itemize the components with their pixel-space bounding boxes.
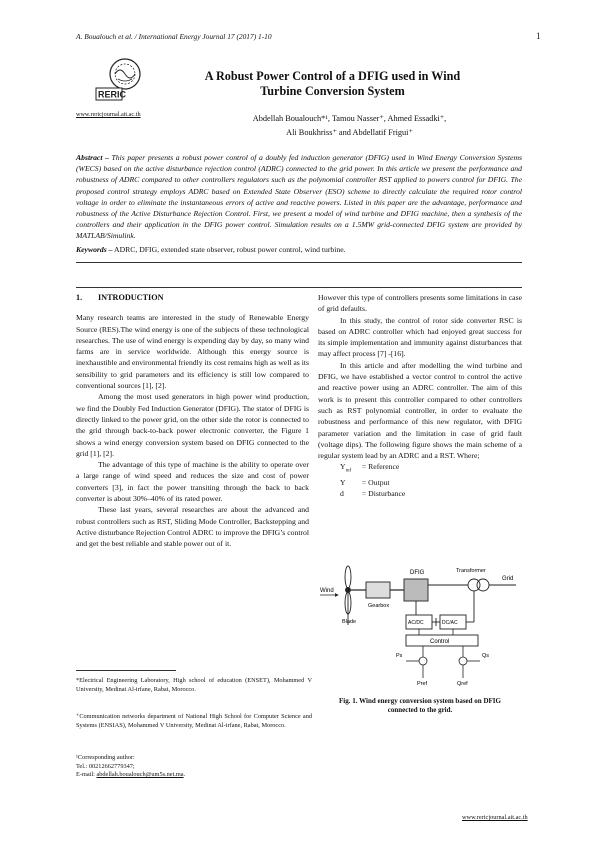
gearbox-block bbox=[366, 582, 390, 598]
grid-label: Grid bbox=[502, 576, 514, 582]
keywords-label: Keywords – bbox=[76, 245, 113, 254]
footnote-affiliation-1: *Electrical Engineering Laboratory, High school of education (ENSET), Mohammed V University, Medinat Al-irfane, Rabat, Morocco. bbox=[76, 677, 312, 693]
pref-label: Pref bbox=[417, 681, 428, 687]
dc-ac-label: DC/AC bbox=[442, 620, 458, 626]
definition-meaning: = Reference bbox=[361, 462, 400, 472]
corresponding-email-link[interactable]: abdellah.boualouch@um5s.net.ma bbox=[96, 771, 184, 779]
gearbox-label: Gearbox bbox=[368, 603, 390, 609]
abstract bbox=[76, 152, 522, 242]
definition-item bbox=[340, 477, 522, 488]
paragraph: Many research teams are interested in the study of Renewable Energy Source (RES).The wind energy is one of the subjects of these technological researches. The use of wind energy is expending day by day, so many wind farms are in service worldwide. Although this energy source is inexhaustible and environmental friendly its cost remains high as well as its sensibility to grid parameters and its efficiency is still low compared to conventional sources [1], [2]. bbox=[76, 313, 309, 391]
corresponding-author: ¹Corresponding author: Tel.: 00212662779347; E-mail: abdellah.boualouch@um5s.net.ma. bbox=[76, 754, 312, 780]
corresponding-label: ¹Corresponding author: bbox=[76, 754, 135, 761]
author-list bbox=[212, 112, 487, 139]
blade-label: Blade bbox=[342, 619, 357, 625]
wind-turbine bbox=[345, 566, 351, 625]
keywords bbox=[76, 244, 522, 255]
logo-text: RERIC bbox=[98, 89, 127, 100]
ac-dc-label: AC/DC bbox=[408, 620, 424, 626]
paragraph: Among the most used generators in high power wind production, we find the Doubly Fed Induction Generator (DFIG). The stator of DFIG is directly linked to the power grid, on the other side the rotor is connected to the grid through back-to-back power electronic converter, the Figure 1 shows a wind energy conversion system based on DFIG connected to the grid [1], [2]. bbox=[76, 392, 309, 458]
section-heading bbox=[76, 292, 309, 303]
symbol-definitions bbox=[340, 461, 522, 499]
paragraph: However this type of controllers presents some limitations in case of grid defaults. bbox=[318, 293, 522, 314]
definition-item bbox=[340, 488, 522, 499]
dfig-label: DFIG bbox=[410, 570, 425, 576]
abstract-label: Abstract – bbox=[76, 153, 109, 162]
paragraph: In this study, the control of rotor side converter RSC is based on ADRC controller which had enjoyed great success for its simple implementation and immunity against disturbances that may affect process [7] -[16]. bbox=[318, 315, 522, 359]
paragraph: In this article and after modelling the wind turbine and DFIG, we have established a vector control to control the active and reactive power using an ADRC controller. The aim of this work is to present this controller compared to other controllers such as RST polynomial controller, in order to evaluate the robustness and performance of this new regulator, with DFIG parameter variation and the limitation in case of grid fault (voltage dips). The following figure shows the main scheme of a regular system lead by an ADRC and a RST. Where; bbox=[318, 360, 522, 461]
caption-line-2: connected to the grid. bbox=[387, 706, 453, 714]
authors-line-1: Abdellah Boualouch*¹, Tamou Nasser⁺, Ahmed Essadki⁺, bbox=[252, 114, 447, 123]
wind-label: Wind bbox=[320, 588, 334, 594]
qs-label: Qs bbox=[482, 653, 490, 659]
title-line-2: Turbine Conversion System bbox=[260, 84, 405, 98]
definition-item: $Y_{ref}$ = Reference bbox=[340, 462, 400, 474]
section-title: INTRODUCTION bbox=[98, 293, 164, 302]
footnote-affiliation-2: ⁺Communication networks department of National High School for Computer Science and Systems (ENSIAS), Mohammed V University, Medinat Al-irfane, Rabat, Morocco. bbox=[76, 713, 312, 729]
reric-logo bbox=[94, 55, 152, 105]
journal-link-bottom[interactable]: www.rericjournal.ait.ac.th bbox=[462, 814, 528, 821]
abstract-text: This paper presents a robust power control of a doubly fed induction generator (DFIG) used in Wind Energy Conversion Systems (WECS) based on the active disturbance rejection control (ADRC) connected to the grid power. In this article we present the performance and robustness of ADRC compared to other controllers regulators such as the polynomial controller RST applied to powers control for DFIG. The proposed control strategy employs ADRC based on Extended State Observer (ESO) scheme to directly calculate the required rotor control voltage in order to eliminate the instantaneous errors of active and reactive powers. Listed in this paper are the advantage, performance and robustness of the Active Disturbance Rejection Control. First, we present a model of wind turbine and DFIG machine, then a synthesis of the controllers and their application in the DFIG power control. Simulation results on a 1.5MW grid-connected DFIG system are provided by MATLAB/Simulink. bbox=[76, 153, 523, 241]
definition-meaning: = Disturbance bbox=[361, 488, 406, 498]
section-number: 1. bbox=[76, 293, 83, 302]
ps-label: Ps bbox=[396, 653, 403, 659]
journal-link-top[interactable]: www.rericjournal.ait.ac.th bbox=[76, 111, 141, 118]
transformer-label: Transformer bbox=[456, 568, 486, 574]
right-column bbox=[318, 292, 522, 499]
footnote-divider bbox=[76, 670, 176, 671]
definition-meaning: = Output bbox=[361, 477, 390, 487]
keywords-text: ADRC, DFIG, extended state observer, robust power control, wind turbine. bbox=[114, 245, 346, 254]
control-label: Control bbox=[430, 639, 450, 645]
section-divider-bottom bbox=[76, 287, 522, 288]
paragraph: These last years, several researches are about the advanced and robust controllers such as RST, Sliding Mode Controller, Backstepping and Active disturbance Rejection Control ADRC to improve the DFIG’s control and get the best reliable and stable power out of it. bbox=[76, 505, 309, 549]
caption-line-1: Fig. 1. Wind energy conversion system based on DFIG bbox=[339, 697, 501, 705]
qref-label: Qref bbox=[457, 681, 468, 687]
email-label: E-mail: bbox=[76, 771, 95, 779]
running-header: A. Boualouch et al. / International Energy Journal 17 (2017) 1-10 bbox=[76, 32, 272, 41]
paragraph: The advantage of this type of machine is the ability to operate over a large range of wind speed and reduces the size and cost of power converters [3], in fact the power transiting through the back to back converter is about 30%–40% of its rated power. bbox=[76, 460, 309, 504]
figure-1-diagram bbox=[318, 565, 523, 687]
corresponding-tel: Tel.: 00212662779347; bbox=[76, 762, 135, 770]
authors-line-2: Ali Boukhriss⁺ and Abdellatif Frigui⁺ bbox=[286, 127, 413, 137]
paper-title bbox=[190, 69, 475, 99]
left-column bbox=[76, 292, 309, 550]
title-line-1: A Robust Power Control of a DFIG used in Wind bbox=[204, 69, 461, 83]
dfig-block bbox=[404, 579, 428, 601]
definition-symbol: d bbox=[340, 488, 344, 498]
figure-1-caption bbox=[320, 697, 520, 715]
page-number: 1 bbox=[536, 31, 541, 41]
section-divider-top bbox=[76, 262, 522, 263]
definition-symbol: Y bbox=[340, 477, 346, 487]
